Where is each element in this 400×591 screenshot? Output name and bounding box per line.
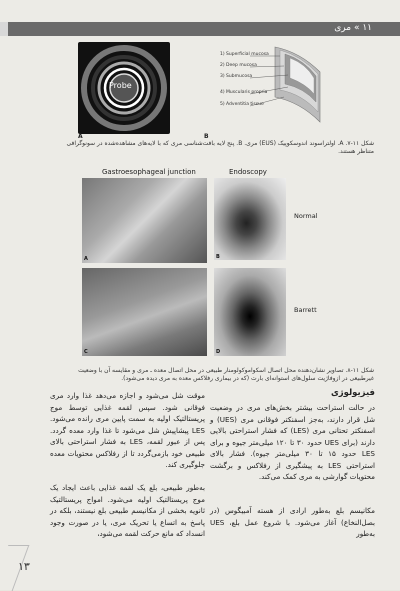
panel-b-letter: B: [216, 254, 220, 260]
figure-eus: [70, 40, 330, 140]
figure2-caption: شکل ۱۱-۸. تصاویر نشان‌دهنده محل اتصال اسکواموکولومنار طبیعی در محل اتصال معده ـ مری و مقایسه آن با وضعیت غیرطبیعی در ازوفاژیت سلول‌های استوانه‌ای بارت (که در بیماری رفلاکس معده به مری دیده می‌شود).: [78, 367, 374, 382]
ultrasound-image: [78, 42, 170, 134]
panel-a-letter: A: [78, 133, 83, 140]
probe-label: Probe: [109, 81, 132, 90]
photo-endoscopy-barrett: [214, 268, 286, 356]
layer-label-3: 3) Submucosa: [220, 74, 253, 79]
layer-label-1: 1) Superficial mucosa: [220, 52, 269, 57]
panel-b-letter: B: [204, 133, 209, 140]
header-bar-edge: [0, 22, 8, 36]
endoscopy-title: Endoscopy: [229, 168, 267, 176]
section-heading: فیزیولوژی: [330, 388, 375, 398]
right-paragraph-1: در حالت استراحت بیشتر بخش‌های مری در وضعیت شل قرار دارند، به‌جز اسفنکتر فوقانی مری (UES) و اسفنکتر تحتانی مری (LES) که فشار استراحتی بالایی دارند (برای UES حدود ۳۰ تا ۱۲۰ میلی‌متر جیوه و برای LES حدود ۱۵ تا ۳۰ میلی‌متر جیوه). فشار بالای استراحتی LES به پیشگیری از رفلاکس و برگشت محتویات گوارشی به مری کمک می‌کند.: [210, 403, 375, 481]
panel-d-letter: D: [216, 349, 221, 355]
left-paragraph-2: به‌طور طبیعی، بلع یک لقمه غذایی باعث ایجاد یک موج پریستالتیک اولیه می‌شود. امواج پریستالتیک ثانویه بخشی از مکانیسم طبیعی بلع نیستند، بلکه در پاسخ به اتساع یا تحریک مری، یا در صورت وجود انسداد که مانع حرکت لقمه می‌شود،: [50, 483, 205, 538]
photo-normal-gej: [82, 178, 207, 263]
esophagus-layers-diagram: [180, 42, 330, 134]
panel-a-letter: A: [84, 256, 88, 262]
normal-label: Normal: [294, 212, 318, 220]
right-paragraph-2: مکانیسم بلع به‌طور ارادی از هسته آمبیگوس (در بصل‌النخاع) آغاز می‌شود. با شروع عمل بلع، UES به‌طور: [210, 506, 375, 538]
chapter-header: ۱۱ » مری: [334, 23, 372, 33]
photo-barrett-gej: [82, 268, 207, 356]
figure-gej: [82, 168, 332, 363]
page-number: ۱۳: [18, 560, 30, 573]
photo-endoscopy-normal: [214, 178, 286, 260]
layer-label-2: 2) Deep mucosa: [220, 63, 257, 68]
figure1-caption: شکل ۱۱-۷. A. اولتراسوند اندوسکوپیک (EUS) مری. B. پنج لایه بافت‌شناسی مری که با لایه‌های مشاهده‌شده در سونوگرافی متناظر هستند.: [66, 140, 374, 155]
layer-label-5: 5) Adventitia tissue: [220, 102, 264, 107]
panel-c-letter: C: [84, 349, 88, 355]
gej-title: Gastroesophageal junction: [102, 168, 196, 176]
barrett-label: Barrett: [294, 306, 317, 314]
layer-label-4: 4) Muscularis propria: [220, 90, 268, 95]
left-paragraph-1: موقت شل می‌شود و اجازه می‌دهد غذا وارد مری فوقانی شود. سپس لقمه غذایی توسط موج پریستالتیک اولیه به سمت پایین مری رانده می‌شود. LES پیشاپیش شل می‌شود تا غذا وارد معده گردد. پس از عبور لقمه، LES به فشار استراحتی بالای طبیعی خود بازمی‌گردد تا از رفلاکس محتویات معده جلوگیری کند.: [50, 391, 205, 469]
